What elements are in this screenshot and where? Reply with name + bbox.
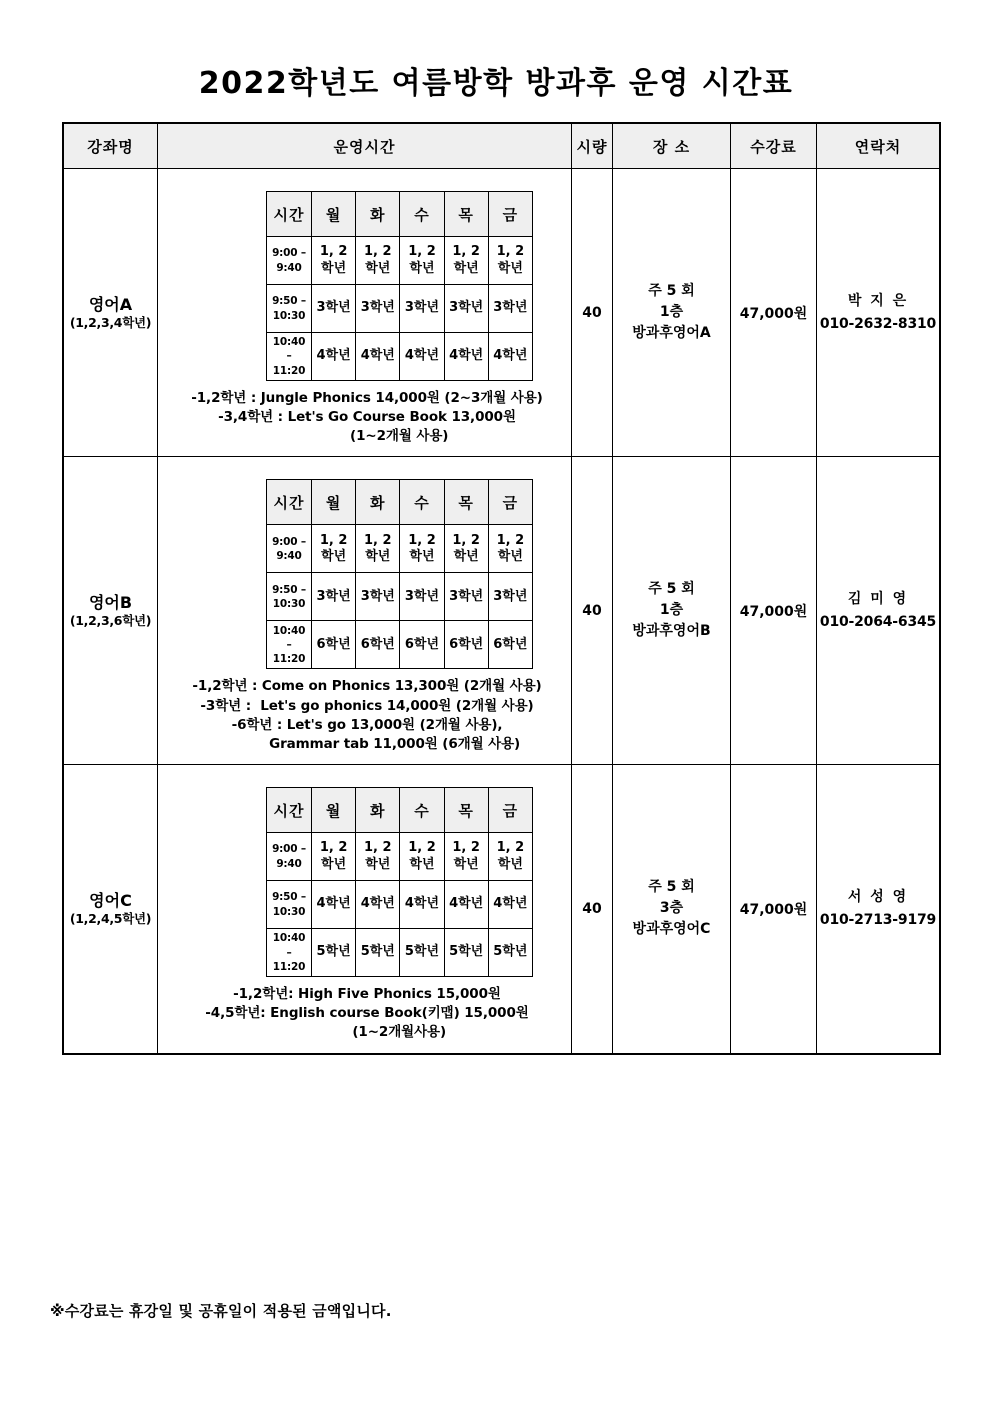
schedule-time-line: 11:20 — [272, 653, 306, 666]
schedule-slot-row — [267, 573, 533, 621]
schedule-grade-cell: 3학년 — [400, 285, 444, 333]
schedule-grade-cell: 6학년 — [400, 621, 444, 669]
schedule-grade-cell: 1, 2 학년 — [444, 237, 488, 285]
course-schedule-table — [62, 122, 941, 1055]
schedule-header-day: 화 — [356, 480, 400, 525]
schedule-grade-cell: 4학년 — [400, 881, 444, 929]
schedule-grade-cell: 1, 2 학년 — [312, 237, 356, 285]
capacity-cell: 40 — [572, 457, 613, 765]
schedule-time-label — [267, 285, 312, 333]
schedule-header-day: 목 — [444, 192, 488, 237]
operating-time-cell — [158, 457, 572, 765]
schedule-time-label — [267, 333, 312, 381]
schedule-grade-cell: 6학년 — [444, 621, 488, 669]
schedule-header-day: 수 — [400, 788, 444, 833]
operating-time-content — [158, 457, 571, 764]
schedule-grade-cell: 1, 2 학년 — [400, 525, 444, 573]
schedule-time-line: 10:40 — [272, 336, 306, 349]
textbook-note-line: -1,2학년 : Come on Phonics 13,300원 (2개월 사용) — [192, 678, 542, 695]
place-line: 방과후영어A — [632, 325, 711, 342]
schedule-grade-cell: 6학년 — [312, 621, 356, 669]
schedule-header-day: 월 — [312, 192, 356, 237]
schedule-time-line: 9:00 – — [272, 535, 306, 548]
schedule-time-line: 11:20 — [272, 364, 306, 377]
schedule-header-day: 금 — [488, 480, 532, 525]
schedule-grade-cell: 5학년 — [488, 929, 532, 977]
schedule-grade-cell: 3학년 — [488, 285, 532, 333]
schedule-grade-cell: 4학년 — [312, 333, 356, 381]
schedule-grade-cell: 4학년 — [488, 881, 532, 929]
schedule-slot-row — [267, 621, 533, 669]
schedule-grade-cell: 1, 2 학년 — [356, 525, 400, 573]
schedule-header-row — [267, 480, 533, 525]
schedule-grade-cell: 3학년 — [400, 573, 444, 621]
place-line: 방과후영어C — [632, 921, 711, 938]
teacher-name: 서 성 영 — [847, 889, 909, 906]
schedule-header-day: 목 — [444, 480, 488, 525]
schedule-grade-cell: 4학년 — [356, 333, 400, 381]
table-body — [63, 169, 940, 1054]
schedule-time-line: – — [286, 638, 292, 651]
schedule-header-day: 목 — [444, 788, 488, 833]
schedule-header-day: 수 — [400, 480, 444, 525]
place-cell — [613, 765, 731, 1054]
schedule-header-row — [267, 788, 533, 833]
fee-cell: 47,000원 — [731, 169, 817, 457]
schedule-header-day: 금 — [488, 788, 532, 833]
schedule-grade-cell: 1, 2 학년 — [488, 525, 532, 573]
schedule-grade-cell: 4학년 — [488, 333, 532, 381]
schedule-time-label — [267, 833, 312, 881]
schedule-grade-cell: 6학년 — [488, 621, 532, 669]
schedule-time-line: 9:00 – — [272, 843, 306, 856]
schedule-grade-cell: 5학년 — [312, 929, 356, 977]
textbook-notes — [158, 985, 571, 1042]
place-line: 주 5 회 — [648, 879, 695, 896]
teacher-name: 김 미 영 — [847, 591, 909, 608]
schedule-grade-cell: 3학년 — [356, 285, 400, 333]
header-fee: 수강료 — [731, 123, 817, 169]
schedule-header-row — [267, 192, 533, 237]
schedule-header-day: 월 — [312, 480, 356, 525]
schedule-time-line: – — [286, 946, 292, 959]
contact-cell — [817, 765, 941, 1054]
textbook-note-line: -3학년 : Let's go phonics 14,000원 (2개월 사용) — [200, 697, 534, 714]
textbook-note-line: -1,2학년: High Five Phonics 15,000원 — [233, 986, 501, 1003]
textbook-notes — [158, 389, 571, 446]
course-grades-label: (1,2,3,4학년) — [69, 315, 152, 331]
course-name-cell — [63, 457, 158, 765]
course-name-label: 영어A — [88, 294, 133, 314]
textbook-notes — [158, 677, 571, 754]
schedule-grade-cell: 3학년 — [356, 573, 400, 621]
teacher-phone: 010-2632-8310 — [819, 315, 937, 332]
schedule-grade-cell: 1, 2 학년 — [356, 833, 400, 881]
table-row — [63, 457, 940, 765]
schedule-grade-cell: 4학년 — [444, 881, 488, 929]
schedule-grade-cell: 5학년 — [356, 929, 400, 977]
schedule-grade-cell: 4학년 — [444, 333, 488, 381]
schedule-grade-cell: 3학년 — [488, 573, 532, 621]
textbook-note-line: (1~2개월사용) — [287, 1024, 447, 1041]
schedule-grade-cell: 1, 2 학년 — [444, 833, 488, 881]
course-name-cell — [63, 169, 158, 457]
schedule-time-line: 10:40 — [272, 624, 306, 637]
place-cell — [613, 169, 731, 457]
schedule-header-day: 금 — [488, 192, 532, 237]
table-row — [63, 765, 940, 1054]
contact-cell — [817, 169, 941, 457]
teacher-phone: 010-2713-9179 — [819, 911, 937, 928]
schedule-time-label — [267, 929, 312, 977]
footer-note: ※수강료는 휴강일 및 공휴일이 적용된 금액입니다. — [50, 1302, 392, 1320]
schedule-header-day: 화 — [356, 192, 400, 237]
capacity-cell: 40 — [572, 765, 613, 1054]
weekly-schedule-grid — [266, 191, 533, 381]
textbook-note-line: -3,4학년 : Let's Go Course Book 13,000원 — [218, 409, 516, 426]
course-name-label: 영어B — [88, 592, 133, 612]
capacity-cell: 40 — [572, 169, 613, 457]
header-course-name: 강좌명 — [63, 123, 158, 169]
textbook-note-line: Grammar tab 11,000원 (6개월 사용) — [213, 735, 521, 752]
place-line: 주 5 회 — [648, 581, 695, 598]
schedule-time-line: 11:20 — [272, 960, 306, 973]
place-line: 1층 — [659, 602, 684, 619]
schedule-grade-cell: 6학년 — [356, 621, 400, 669]
schedule-grade-cell: 4학년 — [356, 881, 400, 929]
schedule-slot-row — [267, 237, 533, 285]
header-place: 장 소 — [613, 123, 731, 169]
schedule-grade-cell: 1, 2 학년 — [400, 237, 444, 285]
place-line: 1층 — [659, 304, 684, 321]
schedule-grade-cell: 1, 2 학년 — [356, 237, 400, 285]
schedule-slot-row — [267, 285, 533, 333]
schedule-time-label — [267, 525, 312, 573]
schedule-grade-cell: 3학년 — [444, 573, 488, 621]
operating-time-cell — [158, 169, 572, 457]
schedule-time-label — [267, 881, 312, 929]
schedule-time-line: 10:30 — [272, 597, 306, 610]
course-grades-label: (1,2,3,6학년) — [69, 613, 152, 629]
place-cell — [613, 457, 731, 765]
schedule-time-line: 10:30 — [272, 309, 306, 322]
schedule-grade-cell: 1, 2 학년 — [400, 833, 444, 881]
schedule-header-day: 월 — [312, 788, 356, 833]
contact-cell — [817, 457, 941, 765]
schedule-time-line: 10:40 — [272, 932, 306, 945]
schedule-header-time: 시간 — [267, 192, 312, 237]
schedule-header-time: 시간 — [267, 480, 312, 525]
schedule-grade-cell: 4학년 — [312, 881, 356, 929]
schedule-time-label — [267, 237, 312, 285]
schedule-grade-cell: 1, 2 학년 — [488, 237, 532, 285]
schedule-header-day: 수 — [400, 192, 444, 237]
teacher-phone: 010-2064-6345 — [819, 613, 937, 630]
page-title: 2022학년도 여름방학 방과후 운영 시간표 — [198, 66, 794, 101]
course-grades-label: (1,2,4,5학년) — [69, 911, 152, 927]
place-line: 주 5 회 — [648, 283, 695, 300]
schedule-grade-cell: 3학년 — [444, 285, 488, 333]
textbook-note-line: -4,5학년: English course Book(키맵) 15,000원 — [205, 1005, 529, 1022]
schedule-grade-cell: 5학년 — [400, 929, 444, 977]
textbook-note-line: -6학년 : Let's go 13,000원 (2개월 사용), — [231, 716, 503, 733]
schedule-grade-cell: 4학년 — [400, 333, 444, 381]
schedule-time-line: 9:50 – — [272, 891, 306, 904]
schedule-slot-row — [267, 333, 533, 381]
schedule-grade-cell: 3학년 — [312, 285, 356, 333]
schedule-time-line: 10:30 — [272, 905, 306, 918]
fee-cell: 47,000원 — [731, 457, 817, 765]
course-name-label: 영어C — [89, 890, 132, 910]
schedule-time-line: 9:50 – — [272, 583, 306, 596]
schedule-time-line: 9:40 — [276, 261, 302, 274]
schedule-slot-row — [267, 833, 533, 881]
schedule-grade-cell: 5학년 — [444, 929, 488, 977]
schedule-slot-row — [267, 881, 533, 929]
fee-cell: 47,000원 — [731, 765, 817, 1054]
table-header — [63, 123, 940, 169]
header-contact: 연락처 — [817, 123, 941, 169]
place-line: 3층 — [659, 900, 684, 917]
schedule-time-label — [267, 621, 312, 669]
course-name-cell — [63, 765, 158, 1054]
schedule-time-label — [267, 573, 312, 621]
operating-time-cell — [158, 765, 572, 1054]
schedule-header-day: 화 — [356, 788, 400, 833]
schedule-slot-row — [267, 525, 533, 573]
place-line: 방과후영어B — [632, 623, 711, 640]
schedule-header-time: 시간 — [267, 788, 312, 833]
header-capacity: 시량 — [572, 123, 613, 169]
schedule-time-line: 9:00 – — [272, 247, 306, 260]
textbook-note-line: -1,2학년 : Jungle Phonics 14,000원 (2~3개월 사용) — [191, 390, 543, 406]
schedule-grade-cell: 1, 2 학년 — [312, 525, 356, 573]
table-row — [63, 169, 940, 457]
textbook-note-line: (1~2개월 사용) — [285, 428, 449, 445]
schedule-time-line: – — [286, 350, 292, 363]
schedule-grade-cell: 1, 2 학년 — [488, 833, 532, 881]
schedule-time-line: 9:40 — [276, 549, 302, 562]
schedule-grade-cell: 1, 2 학년 — [312, 833, 356, 881]
schedule-grade-cell: 1, 2 학년 — [444, 525, 488, 573]
schedule-slot-row — [267, 929, 533, 977]
schedule-grade-cell: 3학년 — [312, 573, 356, 621]
weekly-schedule-grid — [266, 479, 533, 669]
header-row — [63, 123, 940, 169]
operating-time-content — [158, 765, 571, 1052]
weekly-schedule-grid — [266, 787, 533, 977]
teacher-name: 박 지 은 — [847, 293, 909, 310]
operating-time-content — [158, 169, 571, 456]
header-operating-time: 운영시간 — [158, 123, 572, 169]
schedule-time-line: 9:50 – — [272, 295, 306, 308]
schedule-time-line: 9:40 — [276, 857, 302, 870]
